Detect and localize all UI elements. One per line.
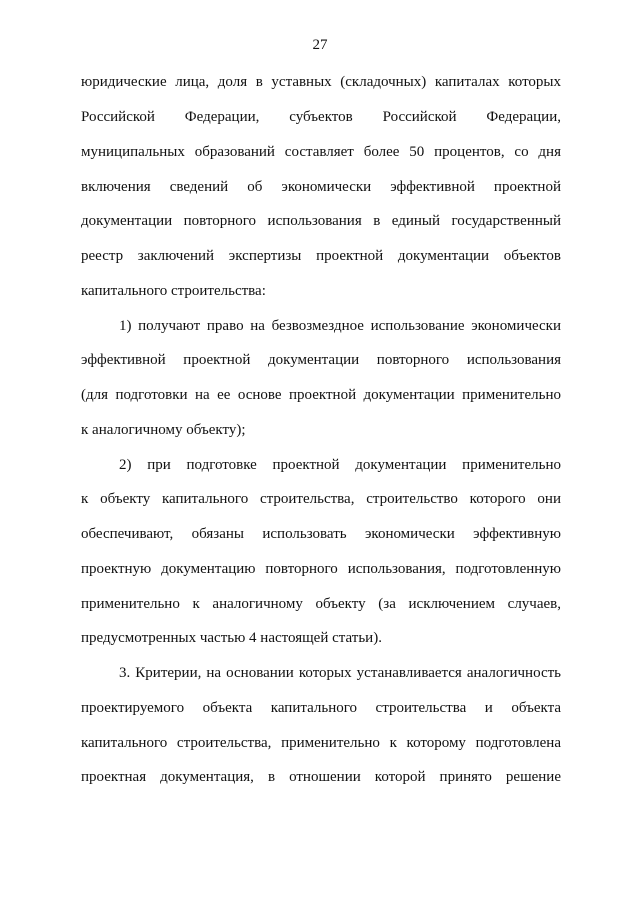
text-line: (для подготовки на ее основе проектной документации применительно [81, 387, 561, 403]
text-line: муниципальных образований составляет более 50 процентов, со дня [81, 144, 561, 160]
text-line: документации повторного использования в единый государственный [81, 213, 561, 229]
text-line: юридические лица, доля в уставных (складочных) капиталах которых [81, 74, 561, 90]
text-line: применительно к аналогичному объекту (за исключением случаев, [81, 596, 561, 612]
text-line: обеспечивают, обязаны использовать экономически эффективную [81, 526, 561, 542]
text-line: включения сведений об экономически эффективной проектной [81, 179, 561, 195]
text-line: капитального строительства, применительно к которому подготовлена [81, 735, 561, 751]
text-line: проектная документация, в отношении которой принято решение [81, 769, 561, 785]
page-number: 27 [312, 37, 328, 53]
text-line: к объекту капитального строительства, строительство которого они [81, 491, 561, 507]
text-line: Российской Федерации, субъектов Российской Федерации, [81, 109, 561, 125]
text-line: предусмотренных частью 4 настоящей статьи). [81, 630, 382, 646]
text-line: эффективной проектной документации повторного использования [81, 352, 561, 368]
text-line: реестр заключений экспертизы проектной документации объектов [81, 248, 561, 264]
text-line: капитального строительства: [81, 283, 266, 299]
text-line: к аналогичному объекту); [81, 422, 246, 438]
text-line: 2) при подготовке проектной документации применительно [119, 457, 561, 473]
text-line: проектную документацию повторного использования, подготовленную [81, 561, 561, 577]
text-line: 3. Критерии, на основании которых устанавливается аналогичность [119, 665, 561, 681]
text-line: проектируемого объекта капитального строительства и объекта [81, 700, 561, 716]
text-line: 1) получают право на безвозмездное использование экономически [119, 318, 561, 334]
